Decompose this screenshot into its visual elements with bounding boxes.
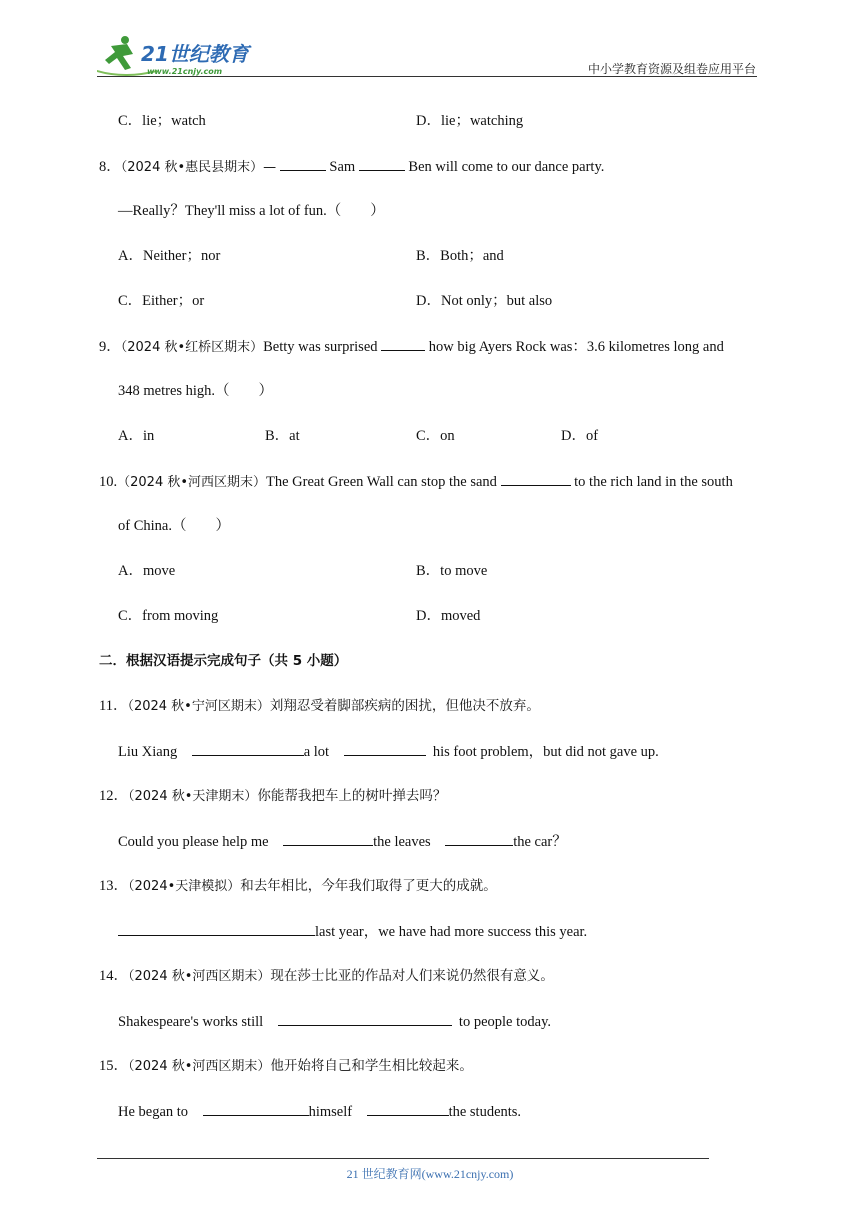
q15-text-2: himself: [308, 1104, 353, 1120]
header-divider: [97, 76, 757, 77]
q10-option-a: A．move: [118, 563, 176, 579]
q15-answer-line: [118, 1101, 521, 1122]
q8-source: （2024 秋•惠民县期末）—: [120, 160, 277, 175]
q8-text-2: Ben will come to our dance party.: [408, 159, 605, 175]
q8-blank-1[interactable]: [280, 156, 326, 171]
q14-source: （2024 秋•河西区期末）: [128, 969, 271, 984]
page-header: [0, 0, 860, 90]
q14-number: 14．: [99, 968, 128, 984]
q8-text-1: Sam: [329, 159, 356, 175]
q11-stem: [99, 696, 540, 717]
q11-blank-1[interactable]: [192, 741, 304, 756]
q11-text-3: his foot problem，but did not gave up.: [432, 744, 659, 760]
q9-option-c: C．on: [416, 428, 455, 444]
q15-blank-1[interactable]: [203, 1101, 309, 1116]
q14-text-1: Shakespeare's works still: [118, 1014, 264, 1030]
q10-stem: [99, 471, 733, 493]
q13-blank[interactable]: [118, 921, 315, 936]
q12-text-3: the car？: [513, 834, 567, 850]
q12-blank-1[interactable]: [283, 831, 373, 846]
q12-chinese-prompt: 你能帮我把车上的树叶掸去吗？: [257, 788, 447, 804]
q8-option-c: C．Either；or: [118, 293, 205, 309]
q15-blank-2[interactable]: [367, 1101, 449, 1116]
q8-blank-2[interactable]: [359, 156, 405, 171]
q13-text-1: last year，we have had more success this year.: [315, 924, 588, 940]
q9-option-d: D．of: [561, 428, 599, 444]
q12-answer-line: [118, 831, 567, 852]
q12-text-1: Could you please help me: [118, 834, 269, 850]
q14-blank[interactable]: [278, 1011, 452, 1026]
q10-number: 10.: [99, 474, 118, 490]
logo: [95, 34, 265, 78]
q14-chinese-prompt: 现在莎士比亚的作品对人们来说仍然很有意义。: [270, 968, 554, 984]
q7-option-d: D．lie；watching: [416, 113, 524, 129]
q9-text-2: how big Ayers Rock was：3.6 kilometres long and: [428, 339, 724, 355]
logo-text: 21世纪教育: [141, 42, 249, 66]
q9-number: 9．: [99, 339, 121, 355]
q7-option-c: C．lie；watch: [118, 113, 206, 129]
q11-text-1: Liu Xiang: [118, 744, 178, 760]
q11-answer-line: [118, 741, 659, 762]
q11-number: 11．: [99, 698, 128, 714]
q10-source: （2024 秋•河西区期末）: [117, 475, 267, 490]
q9-text-1: Betty was surprised: [263, 339, 378, 355]
q13-answer-line: [118, 921, 587, 942]
q8-number: 8．: [99, 159, 121, 175]
q9-stem: [99, 336, 724, 358]
footer-link[interactable]: 21 世纪教育网(www.21cnjy.com): [346, 1167, 514, 1181]
q12-text-2: the leaves: [373, 834, 431, 850]
q11-chinese-prompt: 刘翔忍受着脚部疾病的困扰，但他决不放弃。: [269, 698, 540, 714]
q15-number: 15．: [99, 1058, 128, 1074]
q15-chinese-prompt: 他开始将自己和学生相比较起来。: [270, 1058, 473, 1074]
q13-source: （2024•天津模拟）: [128, 879, 241, 894]
q10-text-1: The Great Green Wall can stop the sand: [266, 474, 497, 490]
section-2-title: 二．根据汉语提示完成句子（共 5 小题）: [99, 653, 348, 669]
q14-text-2: to people today.: [458, 1014, 551, 1030]
q10-continuation: of China.（ ）: [118, 518, 230, 534]
q15-text-3: the students.: [448, 1104, 522, 1120]
q11-blank-2[interactable]: [344, 741, 426, 756]
header-platform-text: 中小学教育资源及组卷应用平台: [587, 62, 756, 76]
q10-option-c: C．from moving: [118, 608, 219, 624]
q15-stem: [99, 1056, 473, 1077]
q13-number: 13．: [99, 878, 128, 894]
q9-blank[interactable]: [381, 336, 425, 351]
q15-source: （2024 秋•河西区期末）: [128, 1059, 271, 1074]
footer-divider: [97, 1158, 709, 1159]
q14-stem: [99, 966, 554, 987]
q12-blank-2[interactable]: [445, 831, 513, 846]
q9-option-b: B．at: [265, 428, 300, 444]
q9-option-a: A．in: [118, 428, 155, 444]
q9-continuation: 348 metres high.（ ）: [118, 383, 274, 399]
q12-number: 12．: [99, 788, 128, 804]
q11-source: （2024 秋•宁河区期末）: [127, 699, 270, 714]
q12-stem: [99, 786, 446, 807]
q8-option-a: A．Neither；nor: [118, 248, 221, 264]
q10-text-2: to the rich land in the south: [574, 474, 733, 490]
logo-url: www.21cnjy.com: [147, 67, 223, 76]
q9-source: （2024 秋•红桥区期末）: [120, 340, 264, 355]
q8-reply: —Really？They'll miss a lot of fun.（ ）: [118, 203, 385, 219]
q15-text-1: He began to: [118, 1104, 189, 1120]
q8-option-d: D．Not only；but also: [416, 293, 553, 309]
q10-option-d: D．moved: [416, 608, 481, 624]
q13-stem: [99, 876, 497, 897]
q10-blank[interactable]: [501, 471, 571, 486]
q10-option-b: B．to move: [416, 563, 488, 579]
q8-option-b: B．Both；and: [416, 248, 504, 264]
q12-source: （2024 秋•天津期末）: [128, 789, 258, 804]
q11-text-2: a lot: [303, 744, 330, 760]
q13-chinese-prompt: 和去年相比，今年我们取得了更大的成就。: [240, 878, 497, 894]
q14-answer-line: [118, 1011, 551, 1032]
q8-stem: [99, 156, 604, 178]
